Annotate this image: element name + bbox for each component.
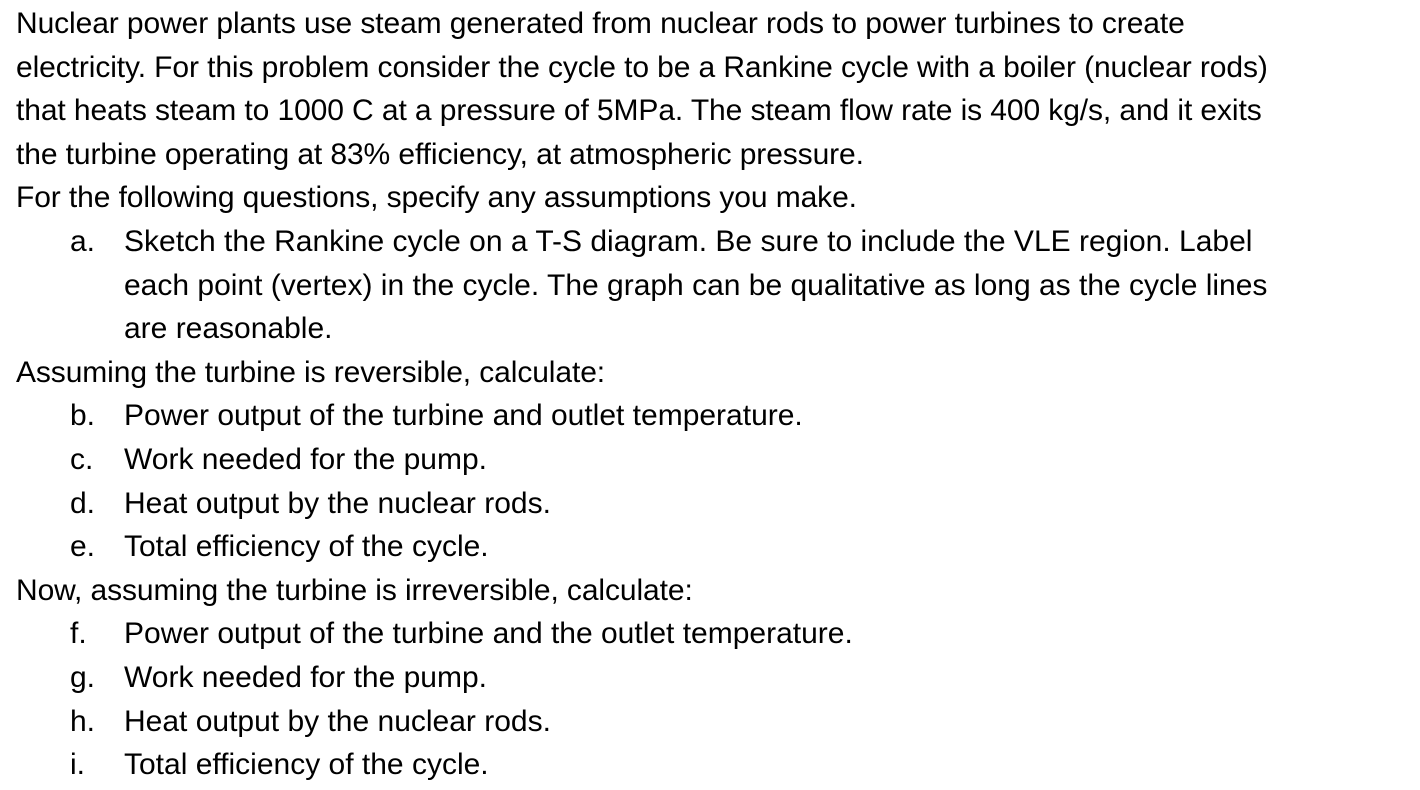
question-item-d [16, 482, 1416, 526]
item-text: Power output of the turbine and the outlet temperature. [124, 617, 853, 651]
question-item-g [16, 656, 1416, 700]
intro-line: that heats steam to 1000 C at a pressure of 5MPa. The steam flow rate is 400 kg/s, and it exits [16, 94, 1262, 128]
question-item-h [16, 700, 1416, 744]
item-text: Work needed for the pump. [124, 442, 487, 476]
question-item-b [16, 394, 1416, 438]
item-text: Power output of the turbine and outlet temperature. [124, 399, 803, 433]
item-marker: b. [70, 399, 96, 433]
item-marker: h. [70, 704, 96, 738]
item-marker: g. [70, 660, 96, 694]
question-item-f [16, 612, 1416, 656]
intro-paragraph [16, 2, 1416, 176]
item-text: Heat output by the nuclear rods. [124, 704, 551, 738]
intro-line: electricity. For this problem consider the cycle to be a Rankine cycle with a boiler (nuclear rods) [16, 50, 1268, 84]
item-marker: a. [70, 224, 96, 258]
irreversible-heading: Now, assuming the turbine is irreversible, calculate: [16, 573, 693, 607]
item-marker: i. [70, 748, 85, 782]
item-text: Heat output by the nuclear rods. [124, 486, 551, 520]
question-item-e [16, 525, 1416, 569]
item-marker: d. [70, 486, 96, 520]
item-marker: f. [70, 617, 87, 651]
item-a-line: are reasonable. [124, 312, 333, 346]
problem-document [16, 2, 1416, 787]
question-item-i [16, 743, 1416, 787]
item-a-line: each point (vertex) in the cycle. The graph can be qualitative as long as the cycle lines [124, 268, 1268, 302]
reversible-heading: Assuming the turbine is reversible, calculate: [16, 355, 606, 389]
item-a-line: Sketch the Rankine cycle on a T-S diagram. Be sure to include the VLE region. Label [124, 224, 1253, 258]
item-text: Total efficiency of the cycle. [124, 530, 489, 564]
item-text: Work needed for the pump. [124, 660, 487, 694]
item-text: Total efficiency of the cycle. [124, 748, 489, 782]
instruction-text: For the following questions, specify any assumptions you make. [16, 181, 857, 215]
intro-line: the turbine operating at 83% efficiency, at atmospheric pressure. [16, 137, 864, 171]
question-item-c [16, 438, 1416, 482]
item-marker: e. [70, 530, 96, 564]
question-item-a [16, 220, 1416, 351]
intro-line: Nuclear power plants use steam generated from nuclear rods to power turbines to create [16, 7, 1185, 40]
item-marker: c. [70, 442, 94, 476]
